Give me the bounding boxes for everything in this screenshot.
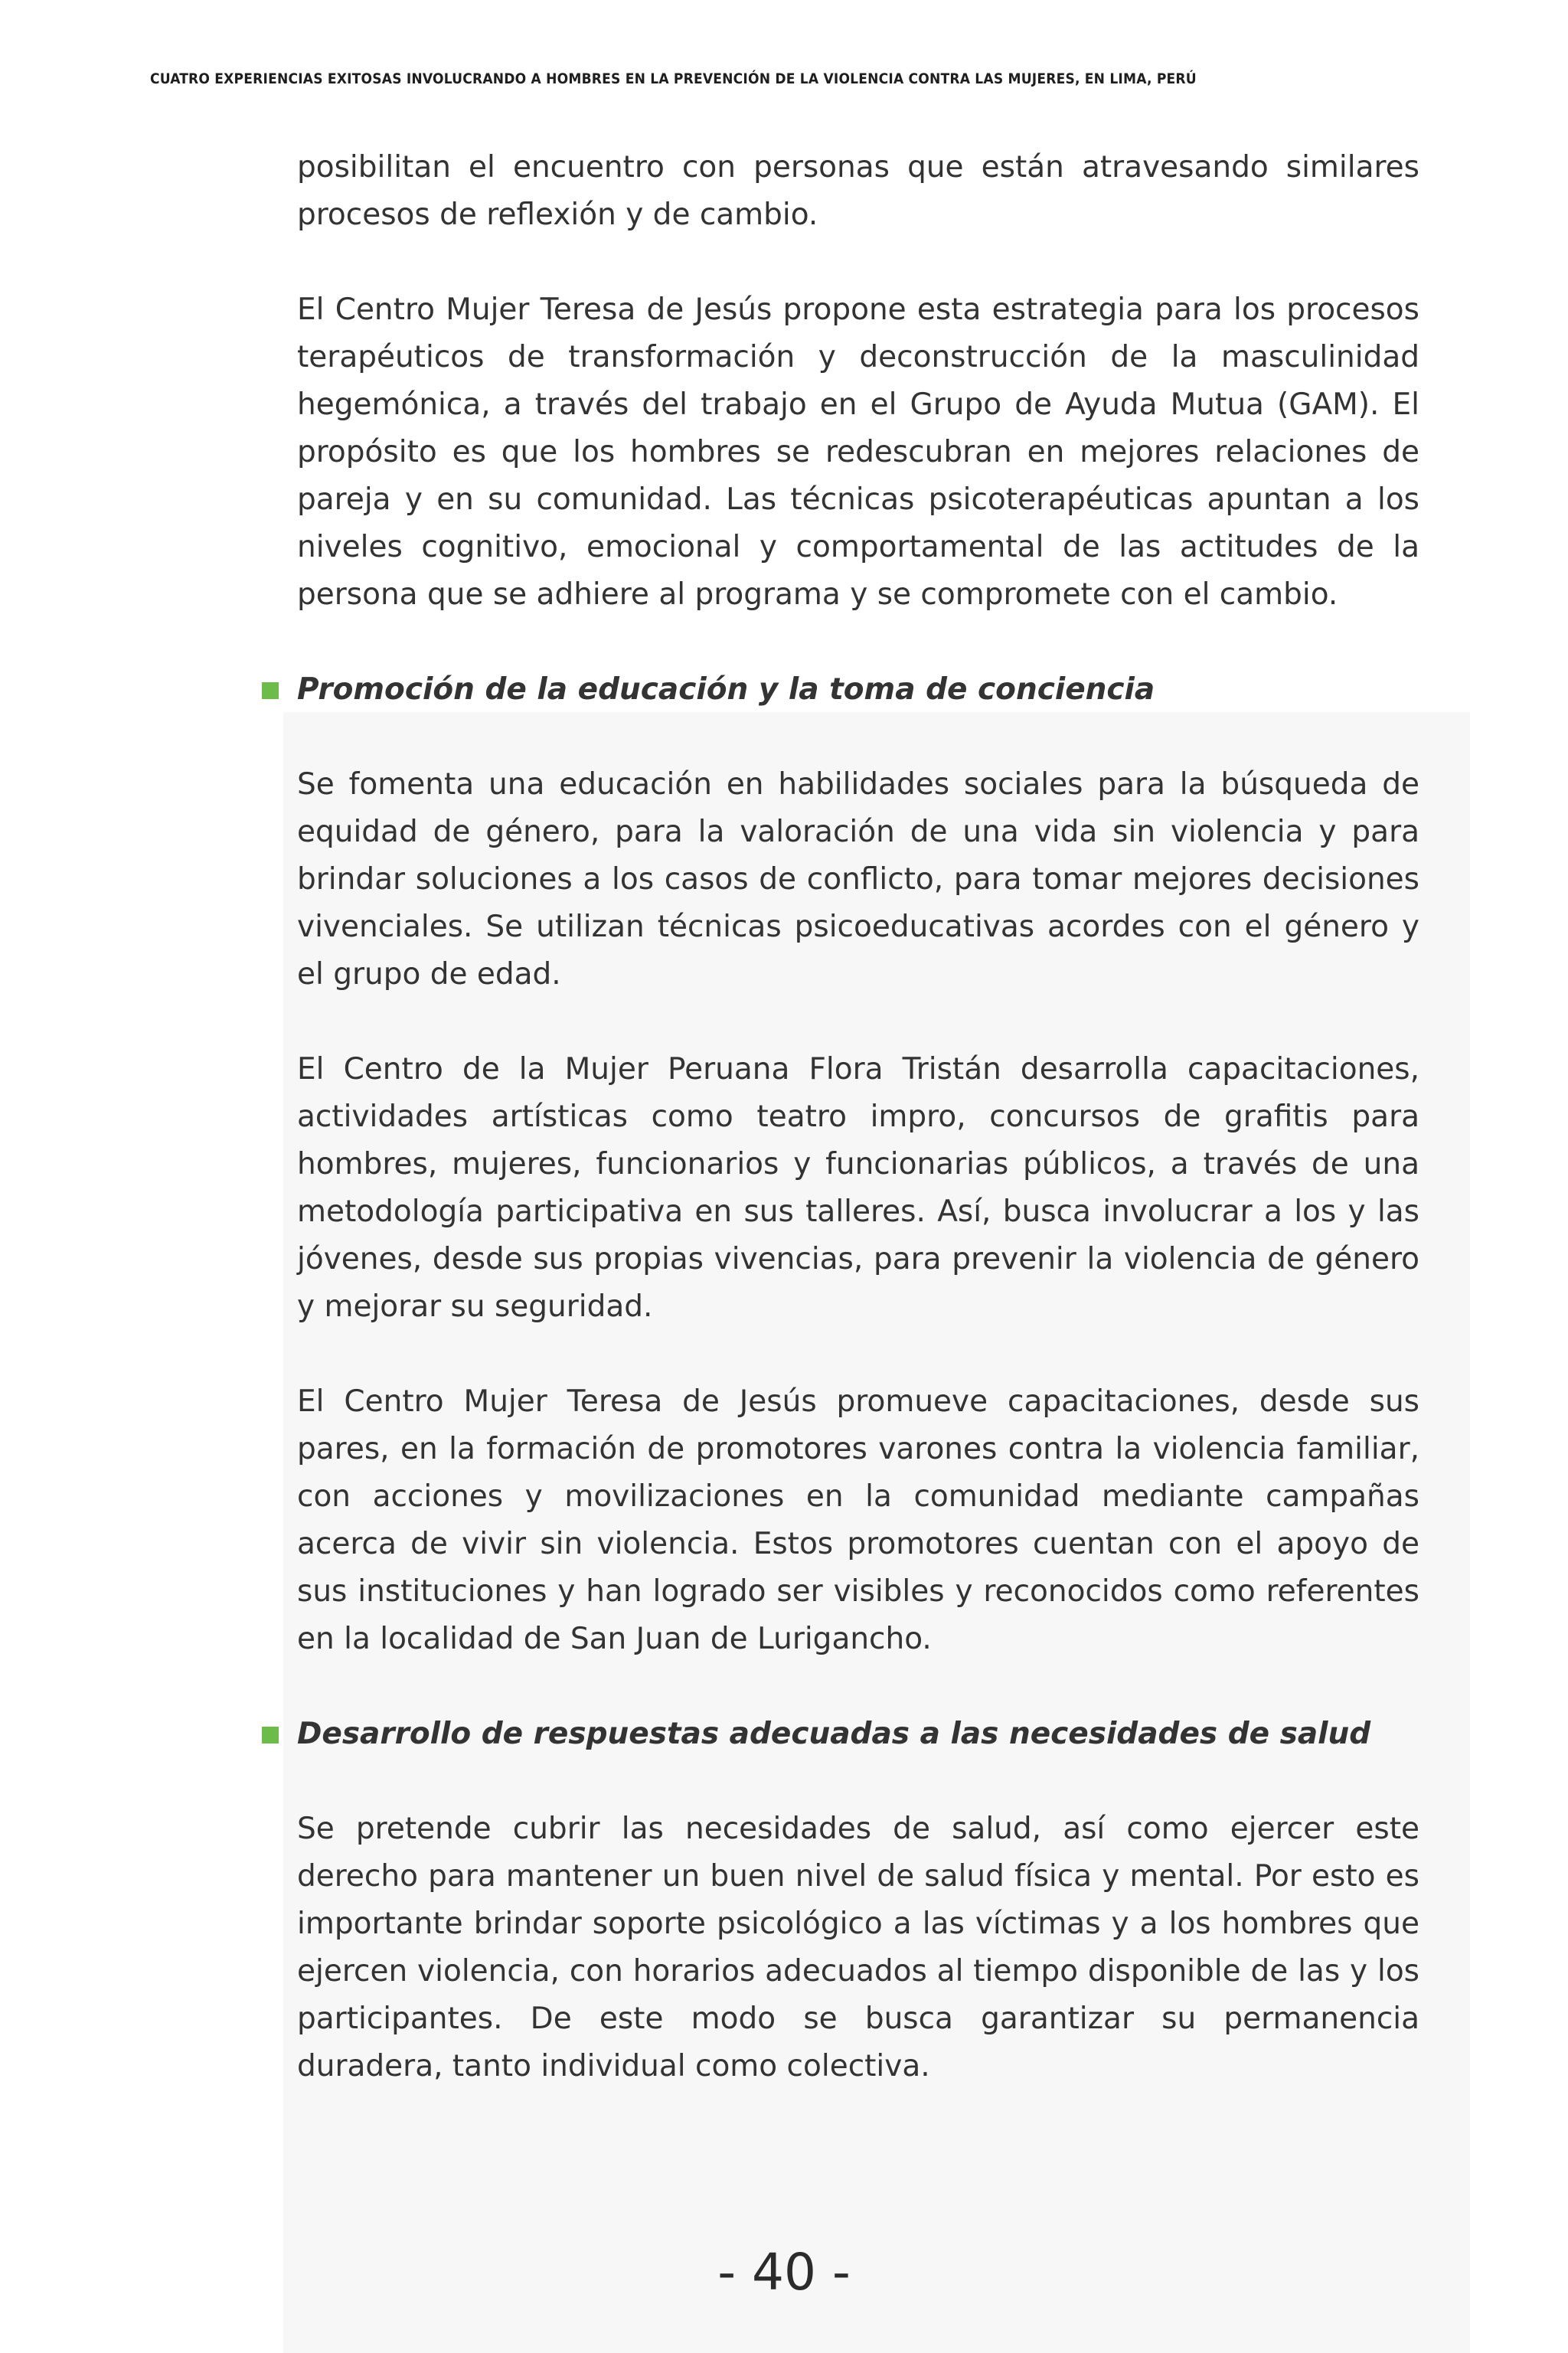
paragraph-health-needs: Se pretende cubrir las necesidades de salud, así como ejercer este derecho para mantener un buen nivel de salud física y mental. Por esto es importante brindar soporte psicológico a las víctimas y a los hombres que ejercen violencia, con horarios adecuados al tiempo disponible de las y los participantes. De este modo se busca garantizar su permanencia duradera, tanto individual como colectiva.: [297, 1812, 1419, 2083]
section-title: Desarrollo de respuestas adecuadas a las necesidades de salud: [297, 1717, 1371, 1751]
section-heading-health: [297, 1711, 1419, 1758]
page-number: - 40 -: [717, 2243, 851, 2302]
green-square-bullet-icon: [262, 682, 279, 699]
running-header: CUATRO EXPERIENCIAS EXITOSAS INVOLUCRANDO A HOMBRES EN LA PREVENCIÓN DE LA VIOLENCIA CONTRA LAS MUJERES, EN LIMA, PERÚ: [150, 70, 1197, 87]
page-body: [297, 144, 1419, 2138]
paragraph-education-skills: Se fomenta una educación en habilidades sociales para la búsqueda de equidad de género, para la valoración de una vida sin violencia y para brindar soluciones a los casos de conflicto, para tomar mejores decisiones vivenciales. Se utilizan técnicas psicoeducativas acordes con el género y el grupo de edad.: [297, 767, 1419, 992]
paragraph-teresa-de-jesus-gam: El Centro Mujer Teresa de Jesús propone esta estrategia para los procesos terapéuticos de transformación y deconstrucción de la masculinidad hegemónica, a través del trabajo en el Grupo de Ayuda Mutua (GAM). El propósito es que los hombres se redescubran en mejores relaciones de pareja y en su comunidad. Las técnicas psicoterapéuticas apuntan a los niveles cognitivo, emocional y comportamental de las actitudes de la persona que se adhiere al programa y se compromete con el cambio.: [297, 292, 1419, 612]
section-heading-education: [297, 666, 1419, 714]
paragraph-continuation: posibilitan el encuentro con personas que están atravesando similares procesos de reflexión y de cambio.: [297, 150, 1419, 232]
section-title: Promoción de la educación y la toma de conciencia: [297, 672, 1155, 707]
paragraph-flora-tristan: El Centro de la Mujer Peruana Flora Tristán desarrolla capacitaciones, actividades artísticas como teatro impro, concursos de grafitis para hombres, mujeres, funcionarios y funcionarias públicos, a través de una metodología participativa en sus talleres. Así, busca involucrar a los y las jóvenes, desde sus propias vivencias, para prevenir la violencia de género y mejorar su seguridad.: [297, 1052, 1419, 1324]
paragraph-teresa-de-jesus-promotores: El Centro Mujer Teresa de Jesús promueve capacitaciones, desde sus pares, en la formación de promotores varones contra la violencia familiar, con acciones y movilizaciones en la comunidad mediante campañas acerca de vivir sin violencia. Estos promotores cuentan con el apoyo de sus instituciones y han logrado ser visibles y reconocidos como referentes en la localidad de San Juan de Lurigancho.: [297, 1384, 1419, 1656]
green-square-bullet-icon: [262, 1727, 279, 1744]
